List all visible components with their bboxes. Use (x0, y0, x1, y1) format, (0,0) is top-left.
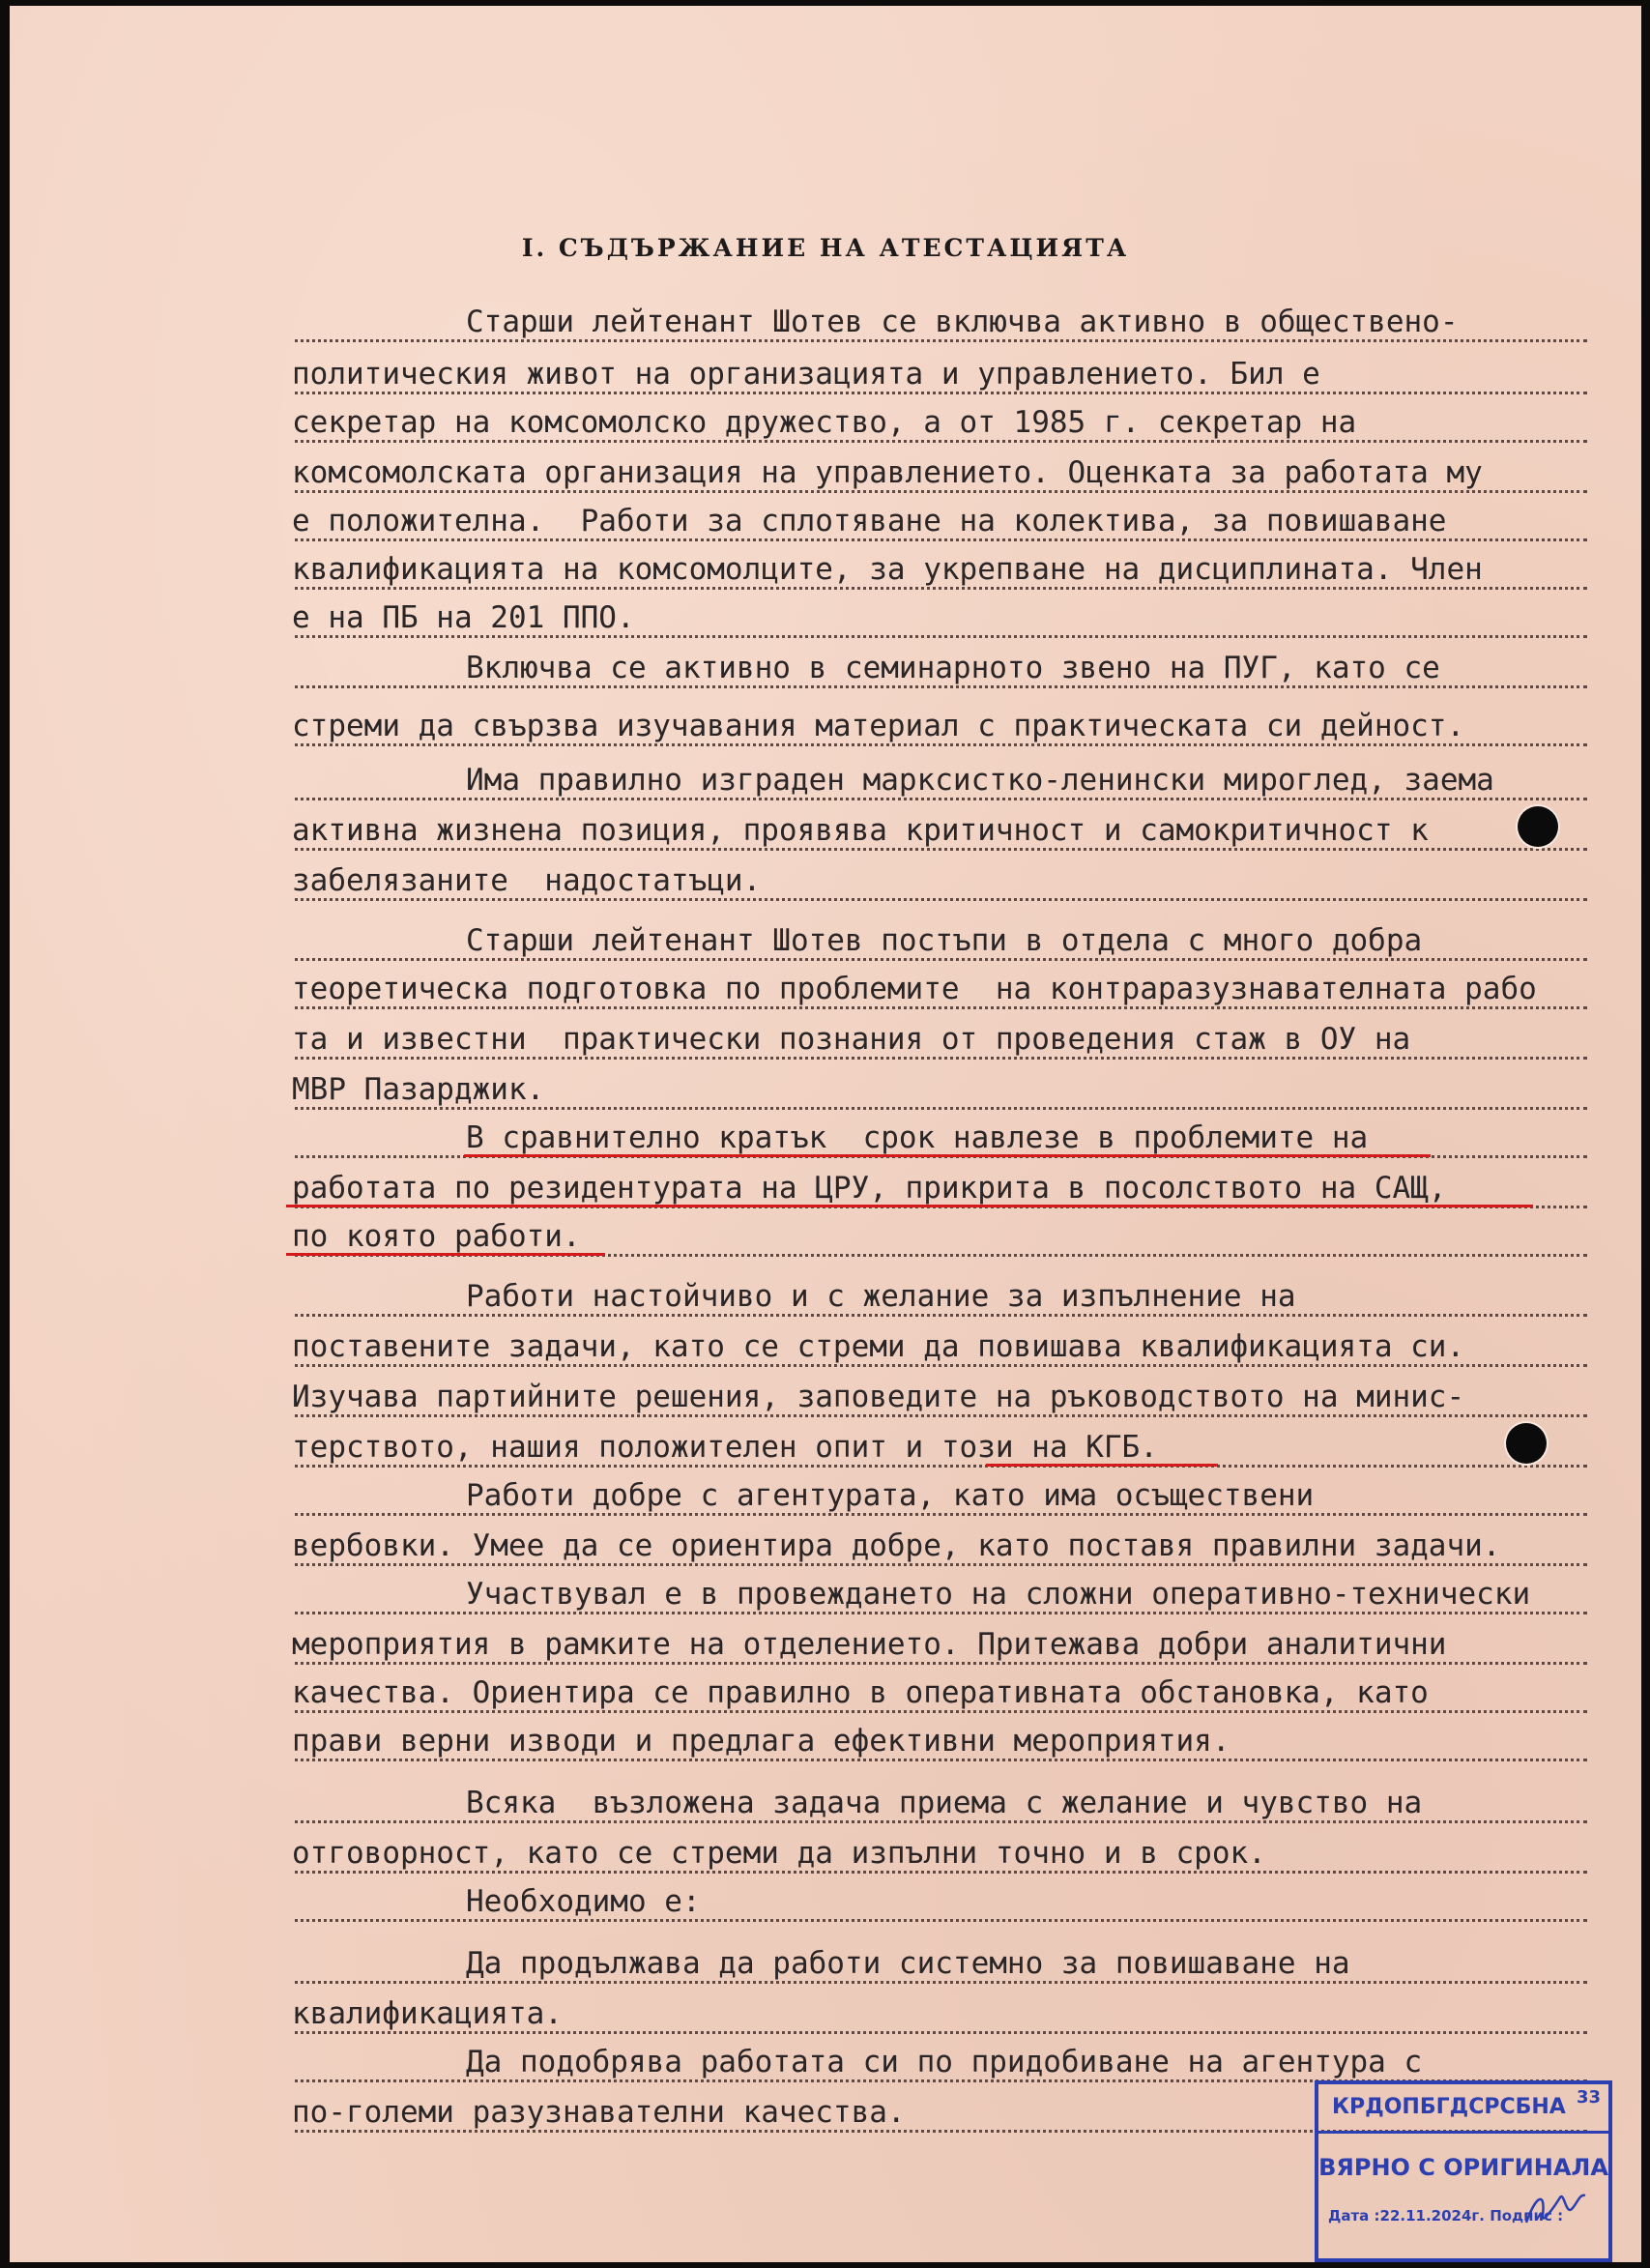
text-line: Старши лейтенант Шотев постъпи в отдела с много добра (292, 924, 1626, 973)
text-line: МВР Пазарджик. (292, 1073, 1626, 1121)
stamp-footer (1318, 2201, 1608, 2230)
text-line: активна жизнена позиция, проявява критичност и самокритичност к (292, 814, 1626, 862)
text-line: Работи настойчиво и с желание за изпълнение на (292, 1280, 1626, 1328)
text-line: е положителна. Работи за сплотяване на колектива, за повишаване (292, 505, 1626, 553)
text-line: Изучава партийните решения, заповедите на ръководството на минис- (292, 1381, 1626, 1429)
text-line: мероприятия в рамките на отделението. Притежава добри аналитични (292, 1628, 1626, 1676)
punch-hole (1518, 806, 1558, 847)
stamp-sign-label: Подпис : (1490, 2207, 1564, 2224)
text-line: Необходимо е: (292, 1885, 1626, 1934)
red-underline (464, 1154, 1431, 1157)
text-line: секретар на комсомолско дружество, а от 1985 г. секретар на (292, 406, 1626, 454)
text-line: Работи добре с агентурата, като има осъществени (292, 1479, 1626, 1527)
text-line: поставените задачи, като се стреми да повишава квалификацията си. (292, 1330, 1626, 1379)
text-line: забелязаните надостатъци. (292, 864, 1626, 913)
red-underline (286, 1205, 1533, 1207)
text-line: политическия живот на организацията и управлението. Бил е (292, 358, 1626, 406)
text-line: та и известни практически познания от проведения стаж в ОУ на (292, 1023, 1626, 1071)
text-line: Има правилно изграден марксистко-ленински мироглед, заема (292, 764, 1626, 812)
stamp-date-label: Дата :22.11.2024г. (1328, 2207, 1485, 2224)
text-line: Всяка възложена задача приема с желание и чувство на (292, 1787, 1626, 1835)
text-line: по-големи разузнавателни качества. (292, 2096, 1626, 2144)
text-line: квалификацията на комсомолците, за укрепване на дисциплината. Член (292, 553, 1626, 601)
handwritten-signature-icon (1521, 2186, 1589, 2228)
text-line: Старши лейтенант Шотев се включва активно в обществено- (292, 305, 1626, 354)
stamp-agency-text: КРДОПБГДСРСБНА (1332, 2095, 1566, 2119)
text-line: теоретическа подготовка по проблемите на контраразузнавателната рабо (292, 973, 1626, 1021)
section-heading: I. СЪДЪРЖАНИЕ НА АТЕСТАЦИЯТА (521, 234, 1130, 262)
document-page (10, 6, 1641, 2262)
stamp-page-number: 33 (1576, 2087, 1601, 2108)
text-line: вербовки. Умее да се ориентира добре, като поставя правилни задачи. (292, 1529, 1626, 1578)
red-underline (286, 1253, 605, 1256)
archive-stamp (1315, 2080, 1612, 2262)
text-line: квалификацията. (292, 1997, 1626, 2046)
text-line: В сравнително кратък срок навлезе в проблемите на (292, 1121, 1626, 1170)
text-line: прави верни изводи и предлага ефективни мероприятия. (292, 1725, 1626, 1773)
text-line: терството, нашия положителен опит и този на КГБ. (292, 1431, 1626, 1479)
stamp-header (1318, 2084, 1608, 2134)
text-body (10, 6, 1641, 2262)
text-line: качества. Ориентира се правилно в оперативната обстановка, като (292, 1676, 1626, 1725)
punch-hole (1506, 1423, 1547, 1464)
text-line: отговорност, като се стреми да изпълни точно и в срок. (292, 1837, 1626, 1885)
text-line: Да продължава да работи системно за повишаване на (292, 1947, 1626, 1995)
text-line: Да подобрява работата си по придобиване на агентура с (292, 2046, 1626, 2094)
text-line: Участвувал е в провеждането на сложни оперативно-технически (292, 1578, 1626, 1626)
text-line: стреми да свързва изучавания материал с практическата си дейност. (292, 710, 1626, 758)
red-underline (986, 1464, 1218, 1467)
text-line: по която работи. (292, 1220, 1626, 1268)
text-line: е на ПБ на 201 ППО. (292, 601, 1626, 650)
text-line: работата по резидентурата на ЦРУ, прикрита в посолството на САЩ, (292, 1172, 1626, 1220)
text-line: Включва се активно в семинарното звено на ПУГ, като се (292, 652, 1626, 700)
stamp-certified-text: ВЯРНО С ОРИГИНАЛА (1318, 2154, 1608, 2181)
text-line: комсомолската организация на управлението. Оценката за работата му (292, 456, 1626, 505)
